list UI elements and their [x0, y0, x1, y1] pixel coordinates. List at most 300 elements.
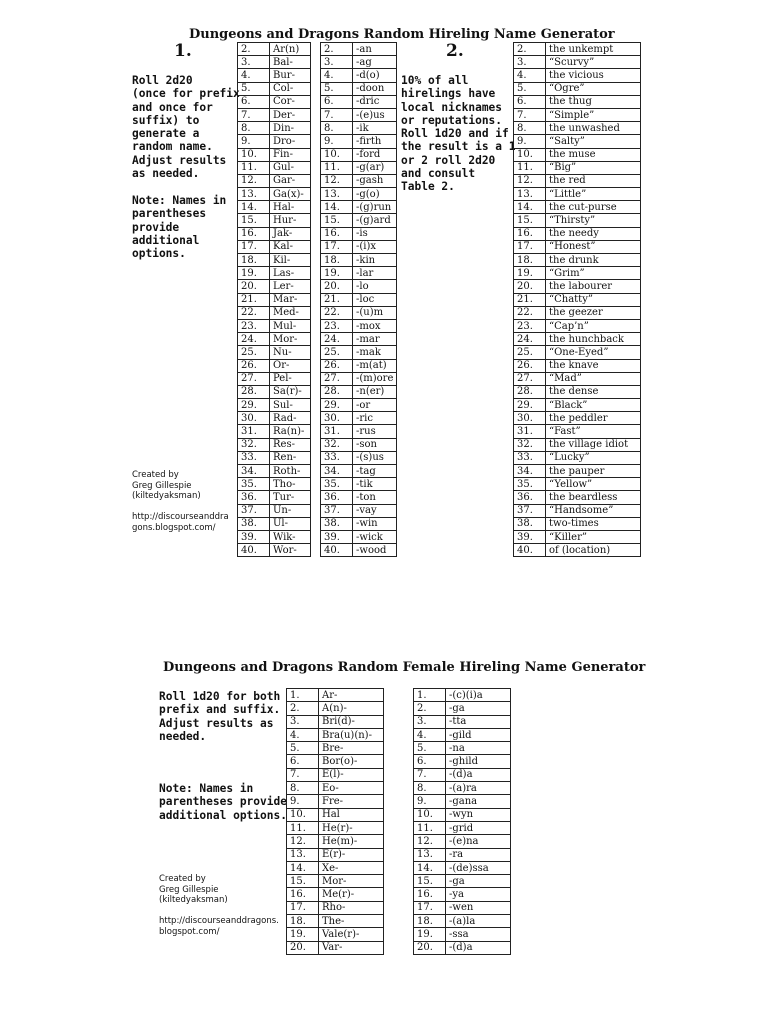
roll-number: 25.	[514, 346, 546, 359]
table-row	[321, 306, 397, 319]
table-entry: Ra(n)-	[270, 425, 311, 438]
roll-number: 18.	[238, 254, 270, 267]
roll-number: 29.	[514, 399, 546, 412]
table-row	[238, 372, 311, 385]
table-row	[514, 214, 641, 227]
table-row	[514, 148, 641, 161]
table-row	[238, 201, 311, 214]
table-row	[414, 702, 511, 715]
table-row	[414, 915, 511, 928]
table-entry: -doon	[353, 82, 397, 95]
table-entry: -dric	[353, 95, 397, 108]
roll-number: 7.	[287, 768, 319, 781]
table-entry: of (location)	[546, 544, 641, 557]
table-row	[238, 359, 311, 372]
table-row	[514, 69, 641, 82]
table-row	[321, 227, 397, 240]
table-row	[321, 69, 397, 82]
roll-number: 40.	[514, 544, 546, 557]
roll-number: 7.	[321, 108, 353, 121]
table-row	[238, 161, 311, 174]
instruction-line: the result is a 1	[401, 140, 516, 154]
table-entry: Sul-	[270, 399, 311, 412]
roll-number: 30.	[514, 412, 546, 425]
table-entry: Wik-	[270, 530, 311, 543]
table-row	[321, 346, 397, 359]
table-entry: Un-	[270, 504, 311, 517]
roll-number: 16.	[321, 227, 353, 240]
instruction-line: Table 2.	[401, 180, 455, 194]
female-credit	[159, 874, 279, 937]
instruction-line: hirelings have	[401, 87, 496, 101]
nickname-table	[513, 42, 641, 557]
table-entry: Bal-	[270, 56, 311, 69]
credit-line: (kiltedyaksman)	[132, 491, 201, 501]
table-entry: -ton	[353, 491, 397, 504]
table-entry: -ssa	[446, 928, 511, 941]
roll-number: 16.	[414, 888, 446, 901]
roll-number: 11.	[514, 161, 546, 174]
roll-number: 14.	[287, 861, 319, 874]
table-entry: -vay	[353, 504, 397, 517]
table-entry: the pauper	[546, 465, 641, 478]
table-entry: -rus	[353, 425, 397, 438]
roll-number: 36.	[238, 491, 270, 504]
credit-line	[159, 906, 279, 917]
table-entry: “Yellow”	[546, 478, 641, 491]
table-entry: Kil-	[270, 254, 311, 267]
table-entry: Eo-	[319, 782, 384, 795]
table-row	[287, 915, 384, 928]
roll-number: 6.	[414, 755, 446, 768]
roll-number: 5.	[238, 82, 270, 95]
roll-number: 6.	[514, 95, 546, 108]
instruction-line: Adjust results as	[159, 716, 274, 730]
table-entry: the needy	[546, 227, 641, 240]
table-entry: -win	[353, 517, 397, 530]
table-entry: -(d)a	[446, 941, 511, 954]
table-row	[321, 517, 397, 530]
table-entry: “Ogre”	[546, 82, 641, 95]
table-entry: -(s)us	[353, 451, 397, 464]
roll-number: 34.	[238, 465, 270, 478]
table-entry: Der-	[270, 108, 311, 121]
table-row	[287, 768, 384, 781]
roll-number: 9.	[287, 795, 319, 808]
table-entry: Bra(u)(n)-	[319, 728, 384, 741]
roll-number: 30.	[238, 412, 270, 425]
table-row	[238, 333, 311, 346]
roll-number: 9.	[321, 135, 353, 148]
table-entry: Gar-	[270, 174, 311, 187]
table-row	[514, 333, 641, 346]
table-row	[321, 82, 397, 95]
instruction-line: prefix and suffix.	[159, 703, 281, 717]
table-row	[287, 755, 384, 768]
table-row	[321, 333, 397, 346]
table-row	[287, 861, 384, 874]
table-entry: Roth-	[270, 465, 311, 478]
table-row	[287, 782, 384, 795]
roll-number: 11.	[414, 821, 446, 834]
table-row	[414, 795, 511, 808]
roll-number: 34.	[514, 465, 546, 478]
roll-number: 35.	[238, 478, 270, 491]
table-entry: Bre-	[319, 742, 384, 755]
table-row	[514, 280, 641, 293]
table-row	[514, 161, 641, 174]
table-entry: “Big”	[546, 161, 641, 174]
table-entry: “Thirsty”	[546, 214, 641, 227]
table-row	[321, 478, 397, 491]
table-row	[287, 808, 384, 821]
table-row	[321, 465, 397, 478]
note-line: Note: Names in	[132, 194, 227, 207]
roll-number: 16.	[287, 888, 319, 901]
roll-number: 8.	[414, 782, 446, 795]
table-entry: Cor-	[270, 95, 311, 108]
credit-line: gons.blogspot.com/	[132, 522, 216, 533]
table-row	[321, 267, 397, 280]
table-row	[414, 808, 511, 821]
table-row	[287, 702, 384, 715]
table-row	[238, 319, 311, 332]
table-row	[238, 82, 311, 95]
table-row	[414, 715, 511, 728]
roll-number: 27.	[321, 372, 353, 385]
roll-number: 31.	[514, 425, 546, 438]
table-entry: Ar-	[319, 689, 384, 702]
table-entry: -tta	[446, 715, 511, 728]
roll-number: 12.	[514, 174, 546, 187]
table-row	[287, 888, 384, 901]
instruction-line: as needed.	[132, 167, 200, 181]
table-row	[414, 875, 511, 888]
instruction-line: and once for	[132, 100, 213, 114]
roll-number: 25.	[321, 346, 353, 359]
table-row	[238, 69, 311, 82]
table-entry: -gild	[446, 728, 511, 741]
table-row	[238, 43, 311, 56]
table-entry: -gana	[446, 795, 511, 808]
table-row	[414, 941, 511, 954]
roll-number: 15.	[287, 875, 319, 888]
table-row	[514, 43, 641, 56]
male-prefix-table	[237, 42, 311, 557]
roll-number: 23.	[238, 319, 270, 332]
table-row	[238, 254, 311, 267]
roll-number: 23.	[321, 319, 353, 332]
female-prefix-table	[286, 688, 384, 955]
table-row	[287, 901, 384, 914]
roll-number: 10.	[238, 148, 270, 161]
roll-number: 28.	[514, 385, 546, 398]
table-row	[287, 848, 384, 861]
table-entry: the cut-purse	[546, 201, 641, 214]
table-entry: -an	[353, 43, 397, 56]
roll-number: 11.	[287, 821, 319, 834]
table-entry: Fre-	[319, 795, 384, 808]
instruction-line: needed.	[159, 729, 207, 743]
table-row	[514, 82, 641, 95]
table-row	[514, 425, 641, 438]
table-row	[321, 359, 397, 372]
table-row	[238, 504, 311, 517]
table-row	[514, 135, 641, 148]
table-row	[514, 227, 641, 240]
table-row	[238, 227, 311, 240]
roll-number: 4.	[514, 69, 546, 82]
note-line: parentheses	[132, 207, 207, 221]
roll-number: 9.	[514, 135, 546, 148]
roll-number: 37.	[321, 504, 353, 517]
table-entry: two-times	[546, 517, 641, 530]
roll-number: 8.	[321, 122, 353, 135]
roll-number: 5.	[414, 742, 446, 755]
credit-line: (kiltedyaksman)	[159, 895, 228, 905]
table-row	[414, 782, 511, 795]
table-entry: the geezer	[546, 306, 641, 319]
table-entry: -mak	[353, 346, 397, 359]
table-row	[321, 122, 397, 135]
table-entry: the unkempt	[546, 43, 641, 56]
table-entry: -n(er)	[353, 385, 397, 398]
table-entry: “Scurvy”	[546, 56, 641, 69]
roll-number: 2.	[514, 43, 546, 56]
roll-number: 14.	[514, 201, 546, 214]
table-row	[514, 359, 641, 372]
roll-number: 30.	[321, 412, 353, 425]
roll-number: 3.	[414, 715, 446, 728]
table-entry: Din-	[270, 122, 311, 135]
roll-number: 13.	[287, 848, 319, 861]
roll-number: 4.	[321, 69, 353, 82]
table-entry: “Lucky”	[546, 451, 641, 464]
table-row	[238, 530, 311, 543]
table-row	[238, 517, 311, 530]
table-entry: the peddler	[546, 412, 641, 425]
table-row	[321, 451, 397, 464]
roll-number: 16.	[238, 227, 270, 240]
roll-number: 36.	[321, 491, 353, 504]
roll-number: 20.	[414, 941, 446, 954]
table-entry: Jak-	[270, 227, 311, 240]
note-line: additional options.	[159, 808, 287, 822]
table-entry: -son	[353, 438, 397, 451]
roll-number: 28.	[321, 385, 353, 398]
table-row	[321, 214, 397, 227]
table-row	[321, 385, 397, 398]
roll-number: 8.	[238, 122, 270, 135]
roll-number: 38.	[238, 517, 270, 530]
table-entry: Hur-	[270, 214, 311, 227]
table-row	[238, 451, 311, 464]
instruction-line: Roll 1d20 for both	[159, 690, 281, 703]
table-entry: Las-	[270, 267, 311, 280]
roll-number: 24.	[238, 333, 270, 346]
table-entry: Gul-	[270, 161, 311, 174]
table-entry: -wick	[353, 530, 397, 543]
roll-number: 40.	[238, 544, 270, 557]
table-entry: Ar(n)	[270, 43, 311, 56]
table-entry: Var-	[319, 941, 384, 954]
table-entry: -ik	[353, 122, 397, 135]
table-row	[238, 293, 311, 306]
table-entry: “Chatty”	[546, 293, 641, 306]
roll-number: 29.	[238, 399, 270, 412]
table-row	[514, 517, 641, 530]
table-row	[514, 438, 641, 451]
roll-number: 18.	[287, 915, 319, 928]
roll-number: 19.	[321, 267, 353, 280]
roll-number: 20.	[321, 280, 353, 293]
roll-number: 18.	[321, 254, 353, 267]
roll-number: 33.	[514, 451, 546, 464]
table-entry: -ric	[353, 412, 397, 425]
table-row	[321, 43, 397, 56]
table-row	[238, 108, 311, 121]
table-row	[238, 425, 311, 438]
table-entry: the muse	[546, 148, 641, 161]
table-entry: -wood	[353, 544, 397, 557]
table-entry: Xe-	[319, 861, 384, 874]
roll-number: 32.	[514, 438, 546, 451]
instruction-line: Roll 2d20	[132, 74, 193, 87]
table-row	[514, 306, 641, 319]
table-entry: -(de)ssa	[446, 861, 511, 874]
table-entry: Mul-	[270, 319, 311, 332]
table-row	[287, 835, 384, 848]
table-entry: “Black”	[546, 399, 641, 412]
table-entry: -grid	[446, 821, 511, 834]
table-entry: the unwashed	[546, 122, 641, 135]
roll-number: 24.	[514, 333, 546, 346]
roll-number: 12.	[321, 174, 353, 187]
table-entry: “Little”	[546, 188, 641, 201]
roll-number: 11.	[321, 161, 353, 174]
table-row	[321, 425, 397, 438]
roll-number: 26.	[238, 359, 270, 372]
table-entry: Hal	[319, 808, 384, 821]
table-entry: -lar	[353, 267, 397, 280]
roll-number: 10.	[321, 148, 353, 161]
table-entry: -ra	[446, 848, 511, 861]
roll-number: 14.	[238, 201, 270, 214]
roll-number: 22.	[321, 306, 353, 319]
table-row	[514, 491, 641, 504]
instruction-line: or reputations.	[401, 113, 503, 127]
table-row	[287, 821, 384, 834]
table-row	[238, 56, 311, 69]
roll-number: 14.	[321, 201, 353, 214]
roll-number: 24.	[321, 333, 353, 346]
table-row	[238, 174, 311, 187]
table-row	[414, 742, 511, 755]
table-entry: “Cap’n”	[546, 319, 641, 332]
roll-number: 10.	[414, 808, 446, 821]
roll-number: 9.	[238, 135, 270, 148]
table-row	[321, 108, 397, 121]
table-entry: Ren-	[270, 451, 311, 464]
table-entry: -(a)ra	[446, 782, 511, 795]
table-row	[414, 768, 511, 781]
roll-number: 14.	[414, 861, 446, 874]
table-row	[321, 254, 397, 267]
table-entry: the hunchback	[546, 333, 641, 346]
table-entry: “Grim”	[546, 267, 641, 280]
table-entry: Vale(r)-	[319, 928, 384, 941]
instruction-line: Adjust results	[132, 153, 227, 167]
table-entry: -(a)la	[446, 915, 511, 928]
table-row	[321, 412, 397, 425]
roll-number: 4.	[414, 728, 446, 741]
roll-number: 20.	[514, 280, 546, 293]
roll-number: 17.	[321, 240, 353, 253]
roll-number: 22.	[238, 306, 270, 319]
table-row	[514, 504, 641, 517]
table-entry: Bur-	[270, 69, 311, 82]
roll-number: 32.	[238, 438, 270, 451]
roll-number: 31.	[238, 425, 270, 438]
table-entry: Ul-	[270, 517, 311, 530]
table-entry: -tag	[353, 465, 397, 478]
roll-number: 17.	[514, 240, 546, 253]
table-row	[321, 161, 397, 174]
credit-line: Created by	[159, 874, 206, 884]
note-line: provide	[132, 220, 180, 234]
female-instructions	[159, 690, 280, 743]
table-row	[287, 742, 384, 755]
female-note	[159, 782, 287, 822]
table-entry: “Honest”	[546, 240, 641, 253]
roll-number: 12.	[414, 835, 446, 848]
table-entry: -(g)ard	[353, 214, 397, 227]
table-entry: the red	[546, 174, 641, 187]
table-entry: -tik	[353, 478, 397, 491]
table-entry: -ga	[446, 702, 511, 715]
roll-number: 2.	[238, 43, 270, 56]
table-row	[321, 95, 397, 108]
table-entry: -d(o)	[353, 69, 397, 82]
credit-line: Created by	[132, 470, 179, 480]
roll-number: 26.	[514, 359, 546, 372]
table-row	[238, 412, 311, 425]
table-entry: the labourer	[546, 280, 641, 293]
table-entry: the drunk	[546, 254, 641, 267]
table-row	[238, 214, 311, 227]
table-entry: “Killer”	[546, 530, 641, 543]
table-entry: Mor-	[319, 875, 384, 888]
table-row	[287, 941, 384, 954]
table-entry: Bor(o)-	[319, 755, 384, 768]
table-row	[514, 399, 641, 412]
table-row	[514, 240, 641, 253]
table-row	[238, 95, 311, 108]
roll-number: 8.	[514, 122, 546, 135]
roll-number: 13.	[321, 188, 353, 201]
roll-number: 38.	[321, 517, 353, 530]
table-entry: -(e)na	[446, 835, 511, 848]
credit-line: http://discourseanddragons.	[159, 916, 279, 926]
roll-number: 19.	[414, 928, 446, 941]
table-row	[321, 56, 397, 69]
table-entry: He(r)-	[319, 821, 384, 834]
roll-number: 13.	[238, 188, 270, 201]
roll-number: 35.	[321, 478, 353, 491]
table-row	[514, 451, 641, 464]
table-entry: -g(ar)	[353, 161, 397, 174]
roll-number: 21.	[514, 293, 546, 306]
